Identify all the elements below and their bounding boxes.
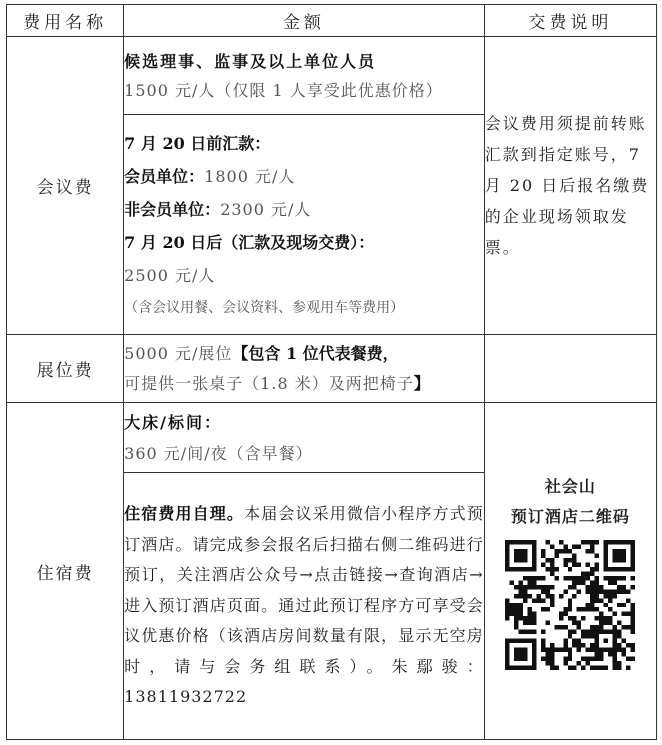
qr-title-1: 社会山 (544, 477, 596, 496)
booth-fee-row (7, 335, 657, 403)
booth-price-2: 可提供一张桌子（1.8 米）及两把椅子 (124, 373, 414, 393)
header-note: 交费说明 (484, 5, 656, 37)
member-price: 1800 元/人 (204, 166, 296, 186)
director-price: 1500 元/人（仅限 1 人享受此优惠价格） (124, 80, 443, 100)
lodging-fee-row-1 (7, 403, 657, 473)
before-label: 7 月 20 日前汇款： (124, 133, 271, 153)
lodging-description (124, 473, 485, 740)
booth-price-1-bold: 【包含 1 位代表餐费， (232, 343, 399, 363)
after-label: 7 月 20 日后（汇款及现场交费）： (124, 232, 375, 252)
room-price: 360 元/间/夜（含早餐） (124, 443, 313, 463)
header-name: 费用名称 (7, 5, 124, 37)
room-label: 大床/标间： (124, 412, 223, 432)
nonmember-price: 2300 元/人 (220, 199, 312, 219)
after-price: 2500 元/人 (124, 265, 216, 285)
self-pay-label: 住宿费用自理。 (124, 504, 245, 524)
lodging-room (124, 403, 485, 473)
meeting-fee-name: 会议费 (7, 37, 124, 335)
member-label: 会员单位： (124, 166, 205, 186)
meeting-fee-note (484, 37, 656, 335)
booth-fee-note (484, 335, 656, 403)
qr-title-2: 预订酒店二维码 (510, 507, 630, 526)
lodging-fee-name: 住宿费 (7, 403, 124, 740)
booth-fee-name: 展位费 (7, 335, 124, 403)
meeting-fee-director (124, 37, 485, 115)
nonmember-label: 非会员单位： (124, 199, 221, 219)
booth-price-1: 5000 元/展位 (124, 343, 233, 363)
qr-cell (484, 403, 656, 740)
lodging-desc-text: 本届会议采用微信小程序方式预订酒店。请完成参会报名后扫描右侧二维码进行预订，关注酒店公众号→点击链接→查询酒店→进入预订酒店页面。通过此预订程序方可享受会议优惠价格（该酒店房间数量有限，显示无空房时，请与会务组联系）。朱鄢骏：13811932722 (124, 504, 484, 707)
qr-code-icon[interactable] (503, 540, 637, 670)
booth-fee-amount (124, 335, 485, 403)
fee-table (6, 4, 657, 740)
meeting-fee-row-1 (7, 37, 657, 115)
meeting-fee-schedule (124, 115, 485, 335)
booth-price-2-bold: 】 (413, 373, 430, 393)
header-amount: 金额 (124, 5, 485, 37)
meeting-note-text: 会议费用须提前转账汇款到指定账号，7 月 20 日后报名缴费的企业现场领取发票。 (484, 114, 650, 257)
header-row (7, 5, 657, 37)
meeting-includes: （含会议用餐、会议资料、参观用车等费用） (124, 299, 405, 316)
director-label: 候选理事、监事及以上单位人员 (124, 51, 377, 71)
